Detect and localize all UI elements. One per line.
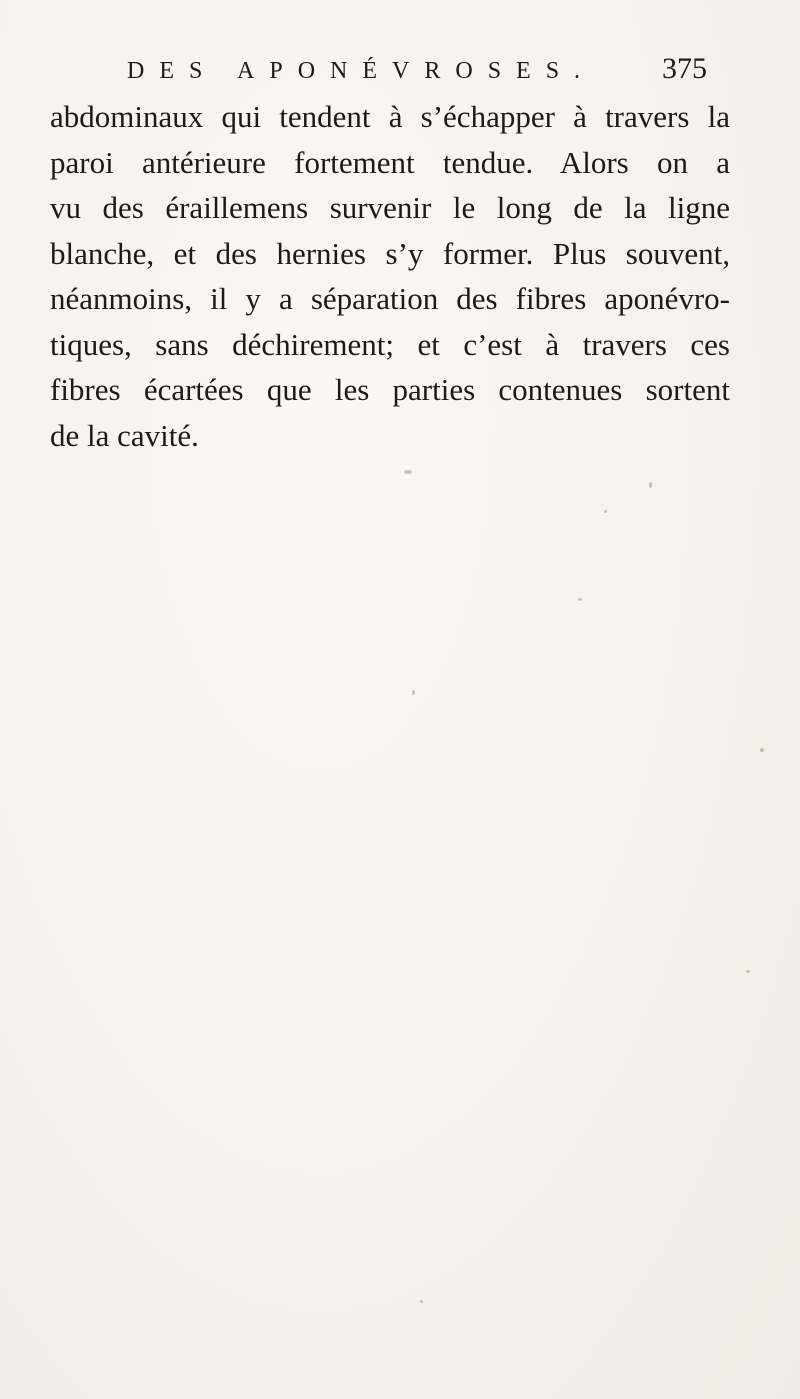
paper-speck bbox=[420, 1300, 423, 1303]
text-line: blanche, et des hernies s’y former. Plus souvent, bbox=[50, 235, 730, 271]
text-line: vu des éraillemens survenir le long de la ligne bbox=[50, 190, 730, 225]
running-head-title: DES APONÉVROSES. bbox=[127, 58, 596, 84]
paper-speck bbox=[760, 748, 764, 752]
paper-speck bbox=[746, 970, 750, 973]
text-line: de la cavité. bbox=[50, 417, 199, 453]
text-line: abdominaux qui tendent à s’échapper à travers la bbox=[50, 99, 730, 134]
paper-speck bbox=[404, 470, 412, 474]
paper-speck bbox=[578, 598, 582, 601]
paper-speck bbox=[412, 690, 415, 695]
text-line: fibres écartées que les parties contenues sortent bbox=[50, 372, 730, 407]
text-line: tiques, sans déchirement; et c’est à travers ces bbox=[50, 326, 730, 362]
paper-speck bbox=[649, 482, 652, 488]
running-head bbox=[127, 52, 707, 92]
text-line: paroi antérieure fortement tendue. Alors on a bbox=[50, 144, 730, 180]
paper-speck bbox=[604, 510, 607, 513]
body-paragraph bbox=[50, 94, 730, 458]
text-line: néanmoins, il y a séparation des fibres aponévro- bbox=[50, 281, 730, 316]
page-number: 375 bbox=[662, 52, 707, 85]
